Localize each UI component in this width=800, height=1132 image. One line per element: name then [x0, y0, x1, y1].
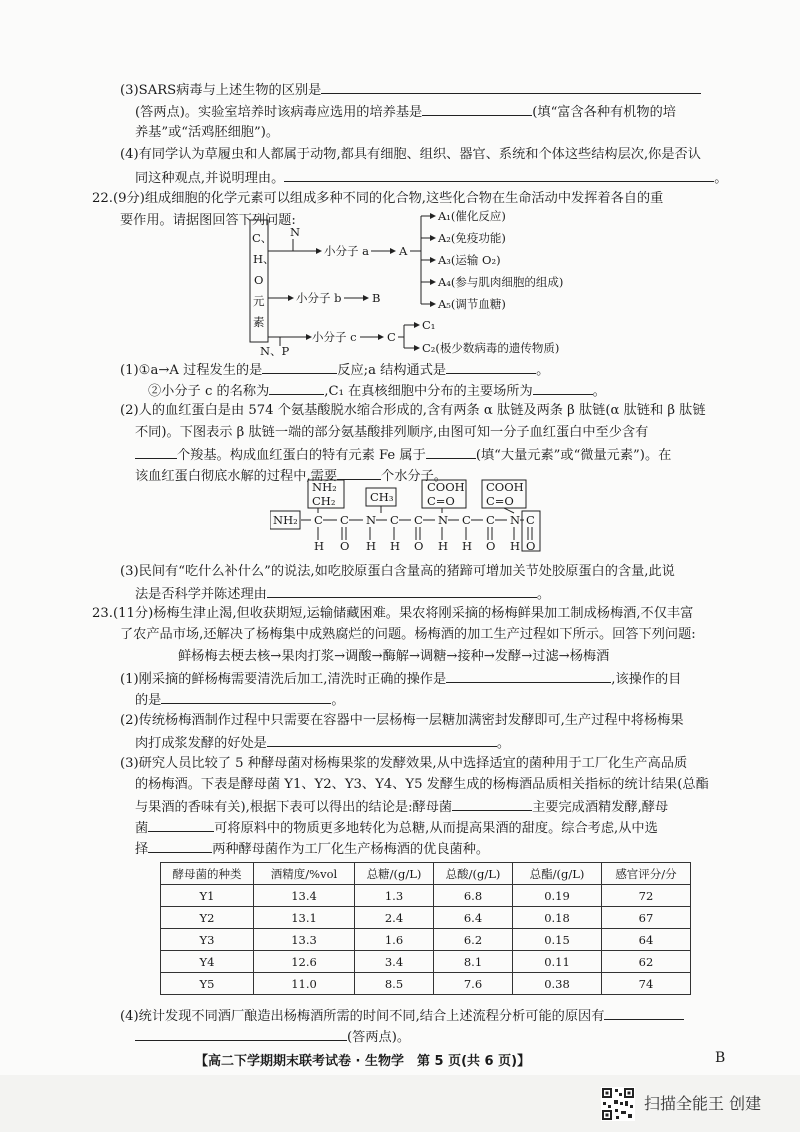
table-cell: 8.5	[355, 973, 434, 995]
q22-s2-line3: 个羧基。构成血红蛋白的特有元素 Fe 属于 (填“大量元素”或“微量元素”)。在	[135, 445, 671, 465]
q22-s2-line2: 不同)。下图表示 β 肽链一端的部分氨基酸排列顺序,由图可知一分子血红蛋白中至少含有	[135, 425, 649, 440]
macromolecule-a: A	[399, 244, 408, 258]
table-cell: 0.38	[513, 973, 602, 995]
yeast-comparison-table	[160, 862, 691, 995]
side-chain-1-bottom: CH₂	[312, 494, 336, 508]
column-header: 总酸/(g/L)	[434, 863, 513, 885]
q22-s2-line1: (2)人的血红蛋白是由 574 个氨基酸脱水缩合形成的,含有两条 α 肽链及两条 β 肽链(α 肽链和 β 肽链	[120, 403, 706, 418]
backbone-atom: C	[390, 513, 399, 527]
column-header: 酵母菌的种类	[161, 863, 254, 885]
h-atom: H	[510, 539, 521, 553]
a-function-3: A₃(运输 O₂)	[438, 253, 501, 267]
column-header: 酒精度/%vol	[254, 863, 355, 885]
table-cell: 6.4	[434, 907, 513, 929]
side-chain-3-top: COOH	[427, 480, 465, 494]
table-header-row	[161, 863, 691, 885]
small-molecule-a: 小分子 a	[324, 244, 370, 258]
table-cell: 74	[602, 973, 691, 995]
h-atom: H	[314, 539, 325, 553]
backbone-atom: N	[438, 513, 449, 527]
table-cell: 0.15	[513, 929, 602, 951]
table-cell: 64	[602, 929, 691, 951]
q22-s1-line2: ②小分子 c 的名称为 ,C₁ 在真核细胞中分布的主要场所为 。	[148, 381, 606, 401]
backbone-atom: C	[486, 513, 495, 527]
c-type-1: C₁	[422, 318, 436, 332]
q22-s1-line1: (1)①a→A 过程发生的是 反应;a 结构通式是 。	[120, 360, 549, 380]
h-atom: H	[366, 539, 377, 553]
q23-s2-line1: (2)传统杨梅酒制作过程中只需要在容器中一层杨梅一层糖加满密封发酵即可,生产过程中将杨梅果	[120, 713, 684, 728]
table-cell: 2.4	[355, 907, 434, 929]
table-cell: 62	[602, 951, 691, 973]
q23-s3-line4: 菌 可将原料中的物质更多地转化为总糖,从而提高果酒的甜度。综合考虑,从中选	[135, 818, 658, 838]
peptide-chain-diagram	[270, 478, 550, 560]
a-function-1: A₁(催化反应)	[438, 209, 506, 223]
q23-s4-line1: (4)统计发现不同酒厂酿造出杨梅酒所需的时间不同,结合上述流程分析可能的原因有	[120, 1006, 684, 1026]
o-atom: O	[414, 539, 424, 553]
table-cell: 1.6	[355, 929, 434, 951]
q23-header-1: 23.(11分)杨梅生津止渴,但收获期短,运输储藏困难。果农将刚采摘的杨梅鲜果加工制成杨梅酒,不仅丰富	[92, 606, 694, 621]
side-chain-4-bottom: C=O	[486, 494, 514, 508]
table-cell: Y1	[161, 885, 254, 907]
table-cell: Y4	[161, 951, 254, 973]
q23-s1-line2: 的是 。	[135, 690, 345, 710]
backbone-atom: C	[526, 513, 535, 527]
side-chain-1-top: NH₂	[312, 480, 337, 494]
q23-s3-line2: 的杨梅酒。下表是酵母菌 Y1、Y2、Y3、Y4、Y5 发酵生成的杨梅酒品质相关指标的统计结果(总酯	[135, 777, 709, 792]
table-cell: 0.19	[513, 885, 602, 907]
table-cell: Y3	[161, 929, 254, 951]
table-cell: Y2	[161, 907, 254, 929]
q21-line5: 同这种观点,并说明理由。 。	[135, 168, 727, 188]
backbone-atom: N	[510, 513, 521, 527]
table-cell: 11.0	[254, 973, 355, 995]
element-label-h: H、	[253, 252, 275, 266]
table-row	[161, 973, 691, 995]
page-footer: 【高二下学期期末联考试卷 · 生物学 第 5 页(共 6 页)】	[195, 1054, 531, 1069]
backbone-atom: N	[366, 513, 377, 527]
side-chain-2: CH₃	[370, 490, 394, 504]
table-cell: 13.1	[254, 907, 355, 929]
q23-header-2: 了农产品市场,还解决了杨梅集中成熟腐烂的问题。杨梅酒的加工生产过程如下所示。回答下列问题:	[120, 627, 696, 642]
q21-line4: (4)有同学认为草履虫和人都属于动物,都具有细胞、组织、器官、系统和个体这些结构层次,你是否认	[120, 147, 701, 162]
column-header: 总糖/(g/L)	[355, 863, 434, 885]
table-cell: 13.3	[254, 929, 355, 951]
q23-s4-line2: (答两点)。	[135, 1027, 410, 1047]
table-row	[161, 907, 691, 929]
side-chain-4-top: COOH	[486, 480, 524, 494]
backbone-atom: C	[462, 513, 471, 527]
q22-header-1: 22.(9分)组成细胞的化学元素可以组成多种不同的化合物,这些化合物在生命活动中发挥着各自的重	[92, 191, 664, 206]
small-molecule-b: 小分子 b	[296, 291, 342, 305]
table-cell: 0.11	[513, 951, 602, 973]
h-atom: H	[438, 539, 449, 553]
side-chain-3-bottom: C=O	[427, 494, 455, 508]
q23-s3-line5: 择 两种酵母菌作为工厂化生产杨梅酒的优良菌种。	[135, 839, 489, 859]
biomolecule-diagram	[238, 200, 598, 360]
a-function-2: A₂(免疫功能)	[438, 231, 506, 245]
table-row	[161, 951, 691, 973]
q23-s3-line1: (3)研究人员比较了 5 种酵母菌对杨梅果浆的发酵效果,从中选择适宜的菌种用于工厂化生产高品质	[120, 756, 688, 771]
table-cell: 0.18	[513, 907, 602, 929]
q23-s1-line1: (1)刚采摘的鲜杨梅需要清洗后加工,清洗时正确的操作是 ,该操作的目	[120, 669, 681, 689]
backbone-atom: C	[414, 513, 423, 527]
element-label-su: 素	[253, 315, 265, 329]
q23-s3-line3: 与果酒的香味有关),根据下表可以得出的结论是:酵母菌 主要完成酒精发酵,酵母	[135, 797, 668, 817]
table-cell: 1.3	[355, 885, 434, 907]
c-type-2: C₂(极少数病毒的遗传物质)	[422, 341, 560, 355]
q23-s2-line2: 肉打成浆发酵的好处是 。	[135, 733, 510, 753]
table-cell: 6.8	[434, 885, 513, 907]
table-cell: 6.2	[434, 929, 513, 951]
o-atom: O	[340, 539, 350, 553]
q21-line1: (3)SARS病毒与上述生物的区别是	[120, 80, 701, 100]
a-function-5: A₅(调节血糖)	[438, 297, 506, 311]
backbone-atom: C	[314, 513, 323, 527]
n-terminus: NH₂	[273, 513, 298, 527]
h-atom: H	[462, 539, 473, 553]
paper-version-mark: B	[715, 1050, 726, 1066]
np-label: N、P	[260, 344, 290, 358]
table-cell: 13.4	[254, 885, 355, 907]
a-function-4: A₄(参与肌肉细胞的组成)	[438, 275, 564, 289]
o-atom: O	[486, 539, 496, 553]
c-terminus-o: O	[526, 539, 536, 553]
element-label-o: O	[254, 273, 264, 287]
small-molecule-c: 小分子 c	[312, 330, 357, 344]
table-cell: 8.1	[434, 951, 513, 973]
q22-header-2: 要作用。请据图回答下列问题:	[120, 213, 296, 228]
table-cell: 67	[602, 907, 691, 929]
element-label-yuan: 元	[253, 294, 265, 308]
table-cell: 72	[602, 885, 691, 907]
macromolecule-c: C	[387, 330, 396, 344]
q22-s3-line2: 法是否科学并陈述理由 。	[135, 584, 550, 604]
h-atom: H	[390, 539, 401, 553]
macromolecule-b: B	[372, 291, 381, 305]
q22-s3-line1: (3)民间有“吃什么补什么”的说法,如吃胶原蛋白含量高的猪蹄可增加关节处胶原蛋白的含量,此说	[120, 564, 675, 579]
scanner-watermark: 扫描全能王 创建	[644, 1094, 762, 1113]
backbone-atom: C	[340, 513, 349, 527]
element-label-c: C、	[252, 231, 273, 245]
table-cell: 12.6	[254, 951, 355, 973]
column-header: 总酯/(g/L)	[513, 863, 602, 885]
qr-code-icon	[601, 1087, 635, 1121]
q21-line2: (答两点)。实验室培养时该病毒应选用的培养基是 (填“富含各种有机物的培	[135, 102, 676, 122]
n-label: N	[290, 225, 301, 239]
table-cell: 7.6	[434, 973, 513, 995]
q23-process-flow: 鲜杨梅去梗去核→果肉打浆→调酸→酶解→调糖→接种→发酵→过滤→杨梅酒	[178, 649, 610, 664]
table-row	[161, 885, 691, 907]
table-cell: 3.4	[355, 951, 434, 973]
column-header: 感官评分/分	[602, 863, 691, 885]
table-cell: Y5	[161, 973, 254, 995]
q21-line3: 养基”或“活鸡胚细胞”)。	[135, 125, 280, 140]
table-row	[161, 929, 691, 951]
q22-s2-line4: 该血红蛋白彻底水解的过程中,需要 个水分子。	[135, 466, 447, 486]
